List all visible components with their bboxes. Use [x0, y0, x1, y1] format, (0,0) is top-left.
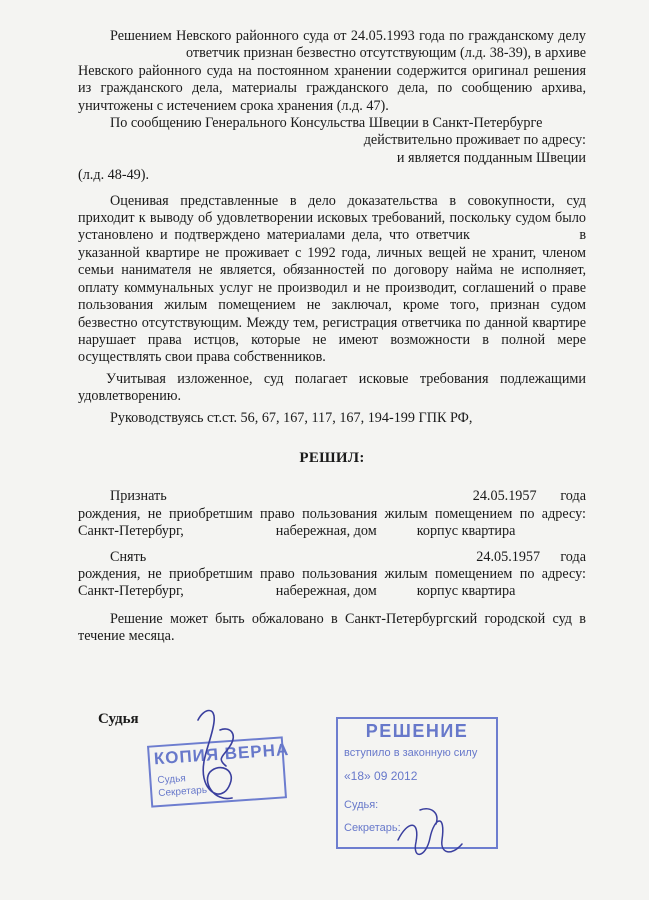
text-line: 24.05.1957 года — [472, 488, 586, 505]
resolution-item-2 — [78, 549, 586, 601]
stamp-title: РЕШЕНИЕ — [365, 721, 469, 741]
copy-certified-stamp — [147, 736, 290, 807]
resolution-item-1 — [78, 488, 586, 540]
text-line: Учитывая изложенное, суд полагает исковые требования подлежащими удовлетворению. — [78, 370, 586, 405]
text-line: квартира — [461, 523, 516, 540]
paragraph-consulate-address — [78, 132, 586, 149]
text-line: и является подданным Швеции — [396, 149, 586, 166]
stamp-secretary-line: Секретарь: — [344, 822, 401, 834]
decision-in-force-stamp — [336, 717, 498, 849]
paragraph-archive — [78, 28, 586, 115]
paragraph-consulate — [78, 115, 586, 132]
text-line: По сообщению Генерального Консульства Швеции в Санкт-Петербурге — [110, 115, 543, 132]
text-line: Оценивая представленные в дело доказательства в совокупности, суд приходит к выводу об удовлетворении исковых требований, поскольку судом было установлено и подтверждено материалами дела, что ответчик — [78, 192, 586, 244]
paragraph-consulate-citizenship — [78, 150, 586, 167]
paragraph-legal-basis — [78, 410, 586, 427]
stamp-date: «18» 09 2012 — [344, 769, 418, 783]
text-line: набережная, дом — [275, 583, 377, 600]
text-line: рождения, не приобретшим право пользования жилым помещением по адресу: Санкт-Петербург, — [78, 505, 586, 540]
text-line: ответчик признан безвестно отсутствующим (л.д. 38-39), в — [186, 45, 542, 62]
text-line: рождения, не приобретшим право пользования жилым помещением по адресу: Санкт-Петербург, — [78, 565, 586, 600]
decision-heading: РЕШИЛ: — [299, 449, 365, 466]
stamp-title: КОПИЯ ВЕРНА — [153, 739, 290, 769]
text-line: корпус — [416, 583, 459, 600]
stamp-in-force-line: вступило в законную силу — [344, 747, 478, 759]
text-line: архиве Невского районного суда на постоянном хранении содержится оригинал решения из гражданского дела, материалы гражданского дела, по сообщению архива, уничтожены с истечением срока хранения (л.д. 47). — [78, 45, 586, 114]
text-line: Признать — [110, 488, 167, 505]
text-line: Снять — [110, 548, 147, 565]
text-line: (л.д. 48-49). — [78, 167, 150, 184]
paragraph-evaluation — [78, 193, 586, 367]
stamp-secretary-line: Секретарь — [157, 784, 208, 800]
stamp-judge-line: Судья: — [344, 799, 379, 811]
text-line: Решение может быть обжаловано в Санкт-Петербургский городской суд в течение месяца. — [78, 610, 586, 645]
text-line: действительно проживает по адресу: — [363, 132, 586, 149]
text-line: делу — [558, 28, 586, 44]
paragraph-conclusion — [78, 371, 586, 406]
text-line: Решением Невского районного суда от 24.05.1993 года по гражданскому — [110, 28, 554, 44]
paragraph-appeal — [78, 611, 586, 646]
text-line: корпус — [416, 523, 459, 540]
text-line: в указанной квартире не проживает с 1992 года, личных вещей не хранит, членом семьи нанимателя не является, обязанностей по договору найма не исполняет, оплату коммунальных услуг не производил и не производит, соглашений о праве пользования жилым помещением не заключал, кроме того, признан судом безвестно отсутствующим. Между тем, регистрация ответчика по данной квартире нарушает права истцов, которые не имеют возможности в полной мере осуществлять свои права собственников. — [78, 227, 587, 366]
text-line: набережная, дом — [275, 523, 377, 540]
text-line: квартира — [461, 583, 516, 600]
decision-text — [78, 28, 586, 646]
judge-label: Судья — [98, 711, 139, 727]
stamp-judge-line: Судья — [157, 773, 187, 787]
text-line: Руководствуясь ст.ст. 56, 67, 167, 117, 167, 194-199 ГПК РФ, — [110, 409, 473, 426]
text-line: 24.05.1957 года — [476, 548, 586, 565]
paragraph-consulate-ref — [78, 167, 586, 184]
